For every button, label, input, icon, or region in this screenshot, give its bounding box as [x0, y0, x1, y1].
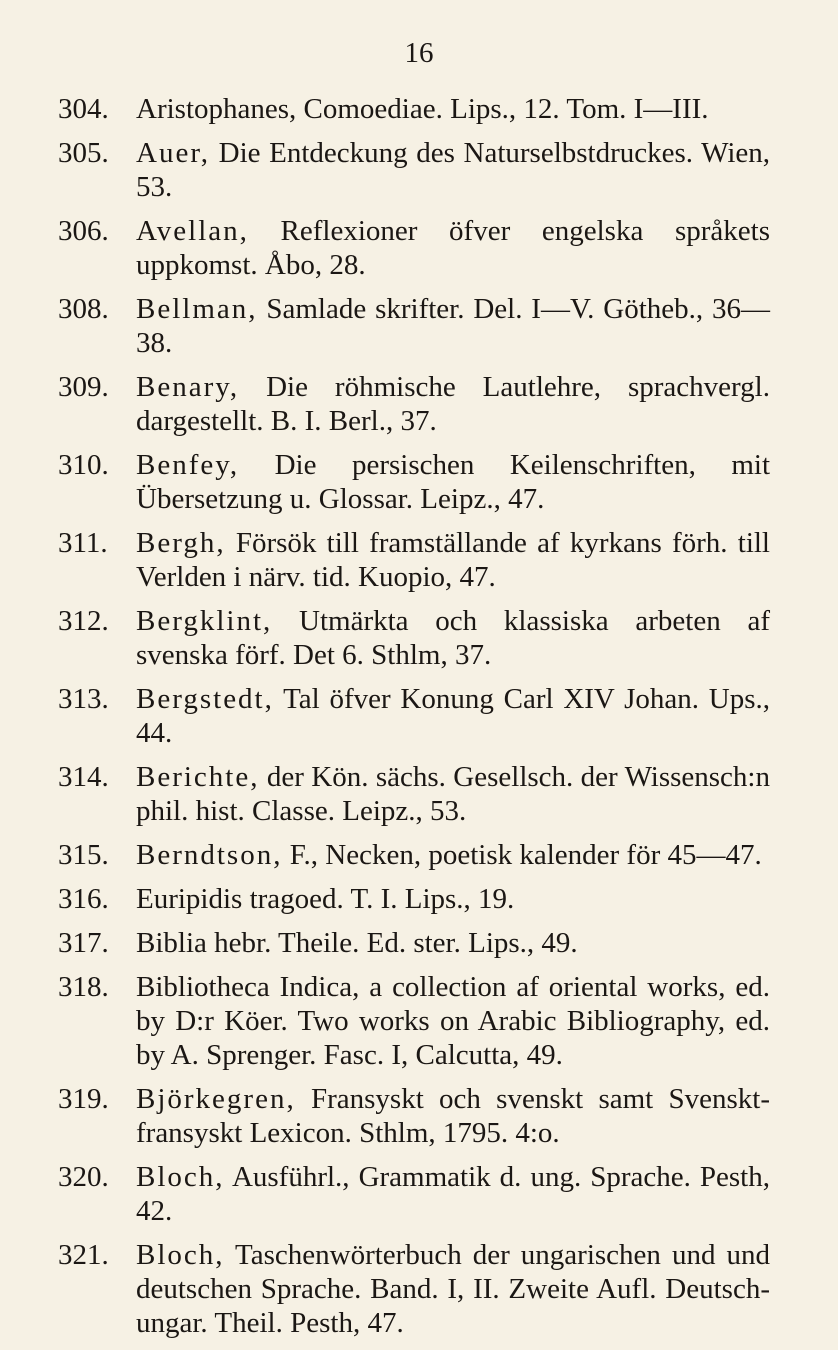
- entry-author: Berndtson,: [136, 839, 283, 871]
- entry-author: Bergh,: [136, 527, 226, 559]
- entry-number: 320.: [58, 1161, 109, 1193]
- catalog-entry: [58, 1160, 770, 1228]
- entry-text: Biblia hebr. Theile. Ed. ster. Lips., 49.: [136, 927, 578, 959]
- entry-number: 317.: [58, 927, 109, 959]
- entry-author: Berichte,: [136, 761, 260, 793]
- entry-text: Tal öfver Konung Carl XIV Johan. Ups., 44.: [136, 683, 770, 749]
- page-number: 16: [404, 37, 434, 69]
- entry-text: Die persischen Keilenschriften, mit Übersetzung u. Glossar. Leipz., 47.: [136, 449, 770, 515]
- entry-text: der Kön. sächs. Gesellsch. der Wissensch:n phil. hist. Classe. Leipz., 53.: [136, 761, 770, 827]
- entry-number: 309.: [58, 371, 109, 403]
- catalog-entry: [58, 1082, 770, 1150]
- entry-author: Auer,: [136, 137, 211, 169]
- entry-text: Bibliotheca Indica, a collection af oriental works, ed. by D:r Köer. Two works on Arabic Bibliography, ed. by A. Sprenger. Fasc. I, Calcutta, 49.: [136, 971, 770, 1071]
- catalog-entry: [58, 882, 770, 916]
- entry-author: Avellan,: [136, 215, 249, 247]
- entry-text: Reflexioner öfver engelska språkets uppkomst. Åbo, 28.: [136, 215, 770, 281]
- entry-number: 311.: [58, 527, 108, 559]
- entry-text: Ausführl., Grammatik d. ung. Sprache. Pesth, 42.: [136, 1161, 770, 1227]
- entry-author: Bergstedt,: [136, 683, 274, 715]
- entry-number: 313.: [58, 683, 109, 715]
- entry-author: Benfey,: [136, 449, 240, 481]
- entry-author: Benary,: [136, 371, 240, 403]
- entry-number: 318.: [58, 971, 109, 1003]
- entry-number: 312.: [58, 605, 109, 637]
- entry-number: 305.: [58, 137, 109, 169]
- entry-author: Bergklint,: [136, 605, 273, 637]
- entry-author: Björkegren,: [136, 1083, 296, 1115]
- entry-text: Fransyskt och svenskt samt Svenskt-fransyskt Lexicon. Sthlm, 1795. 4:o.: [136, 1083, 770, 1149]
- catalog-entry: [58, 760, 770, 828]
- catalog-entry: [58, 526, 770, 594]
- entry-number: 310.: [58, 449, 109, 481]
- entry-text: Försök till framställande af kyrkans förh. till Verlden i närv. tid. Kuopio, 47.: [136, 527, 770, 593]
- entry-author: Bloch,: [136, 1161, 225, 1193]
- entry-text: Utmärkta och klassiska arbeten af svenska förf. Det 6. Sthlm, 37.: [136, 605, 770, 671]
- entry-author: Bloch,: [136, 1239, 225, 1271]
- entry-number: 315.: [58, 839, 109, 871]
- catalog-entry: [58, 926, 770, 960]
- catalog-entry-list: [58, 92, 770, 1350]
- entry-number: 308.: [58, 293, 109, 325]
- catalog-entry: [58, 1238, 770, 1340]
- catalog-entry: [58, 448, 770, 516]
- entry-text: F., Necken, poetisk kalender för 45—47.: [282, 839, 762, 871]
- entry-text: Euripidis tragoed. T. I. Lips., 19.: [136, 883, 515, 915]
- entry-number: 314.: [58, 761, 109, 793]
- catalog-entry: [58, 292, 770, 360]
- catalog-entry: [58, 136, 770, 204]
- entry-text: Taschenwörterbuch der ungarischen und und deutschen Sprache. Band. I, II. Zweite Aufl. Deutsch-ungar. Theil. Pesth, 47.: [136, 1239, 770, 1339]
- catalog-entry: [58, 970, 770, 1072]
- catalog-entry: [58, 838, 770, 872]
- entry-number: 306.: [58, 215, 109, 247]
- entry-text: Die röhmische Lautlehre, sprachvergl. dargestellt. B. I. Berl., 37.: [136, 371, 770, 437]
- catalog-entry: [58, 604, 770, 672]
- entry-text: Samlade skrifter. Del. I—V. Götheb., 36—38.: [136, 293, 770, 359]
- entry-author: Bellman,: [136, 293, 258, 325]
- catalog-entry: [58, 682, 770, 750]
- entry-text: Aristophanes, Comoediae. Lips., 12. Tom. I—III.: [136, 93, 709, 125]
- entry-number: 321.: [58, 1239, 109, 1271]
- entry-number: 316.: [58, 883, 109, 915]
- catalog-entry: [58, 214, 770, 282]
- entry-number: 319.: [58, 1083, 109, 1115]
- catalog-entry: [58, 92, 770, 126]
- catalog-entry: [58, 370, 770, 438]
- entry-text: Die Entdeckung des Naturselbstdruckes. Wien, 53.: [136, 137, 770, 203]
- entry-number: 304.: [58, 93, 109, 125]
